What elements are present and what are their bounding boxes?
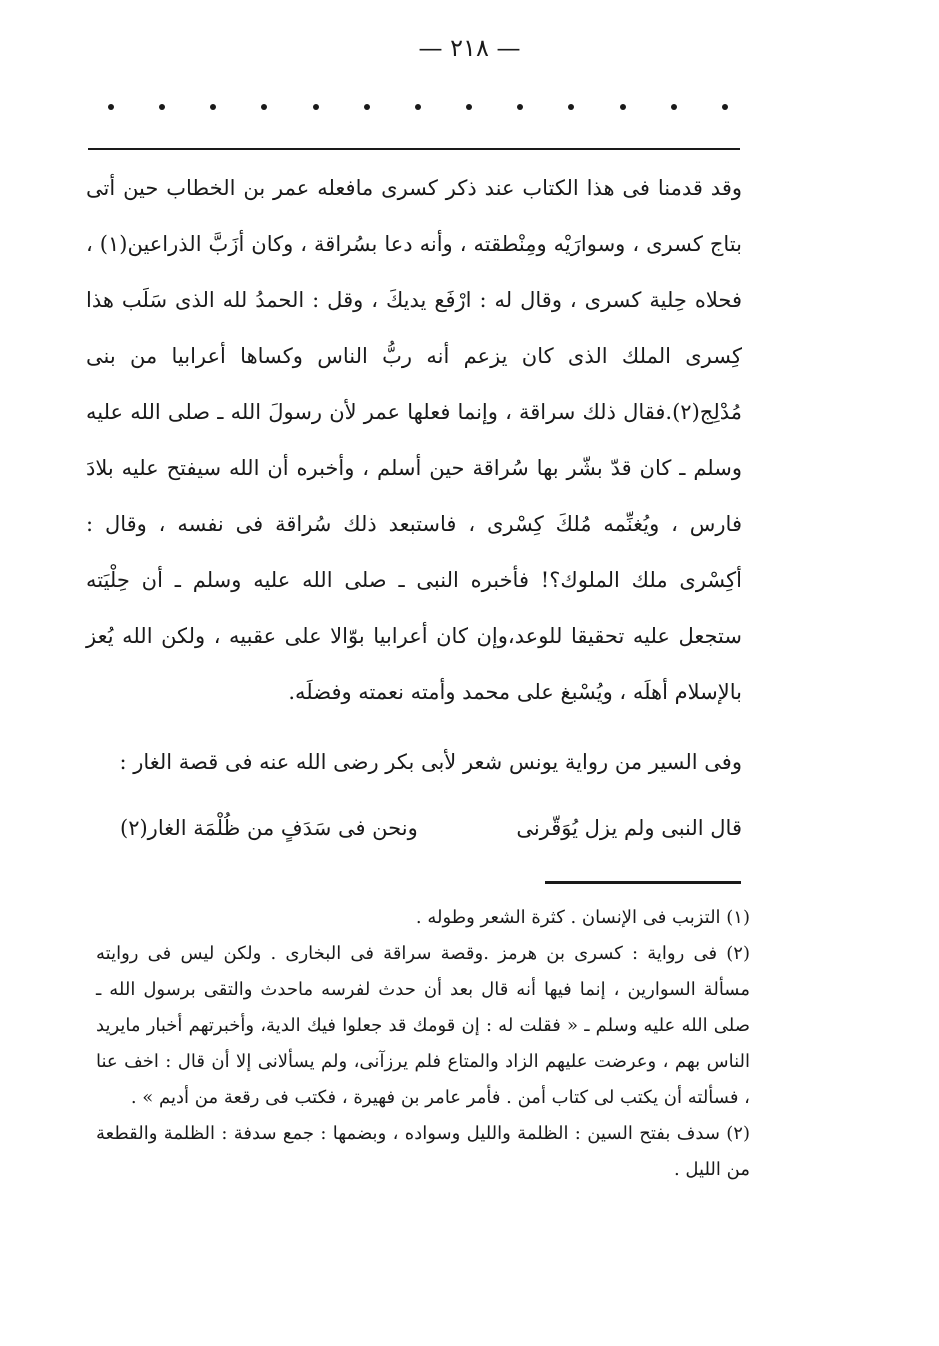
footnote-1: (١) التزبب فى الإنسان . كثرة الشعر وطوله .	[415, 907, 750, 928]
ornament-dot	[313, 104, 319, 110]
ornament-dot	[517, 104, 523, 110]
ornament-dot	[108, 104, 114, 110]
ornament-dot	[415, 104, 421, 110]
poetry-verse	[120, 800, 742, 856]
footnote-3: (٢) سدف بفتح السين : الظلمة والليل وسواده ، وبضمها : جمع سدفة : الظلمة والقطعة من الليل .	[96, 1123, 750, 1180]
main-paragraph: وقد قدمنا فى هذا الكتاب عند ذكر كسرى مافعله عمر بن الخطاب حين أتى بتاج كسرى ، وسوارَيْه ومِنْطقته ، وأنه دعا بسُراقة ، وكان أزَبَّ الذراعين(١) ، فحلاه حِلية كسرى ، وقال له : ارْفَع يديكَ ، وقل : الحمدُ لله الذى سَلَب هذا كِسرى الملك الذى كان يزعم أنه ربُّ الناس وكساها أعرابيا من بنى مُدْلِج(٢).فقال ذلك سراقة ، وإنما فعلها عمر لأن رسولَ الله ـ صلى الله عليه وسلم ـ كان قدّ بشّر بها سُراقة حين أسلم ، وأخبره أن الله سيفتح عليه بلادَ فارس ، ويُغنِّمه مُلكَ كِسْرى ، فاستبعد ذلك سُراقة فى نفسه ، وقال : أكِسْرى ملك الملوك؟! فأخبره النبى ـ صلى الله عليه وسلم ـ أن حِلْيَته ستجعل عليه تحقيقا للوعد،وإن كان أعرابيا بوّالا على عقبيه ، ولكن الله يُعز بالإسلام أهلَه ، ويُسْبغ على محمد وأمته نعمته وفضلَه.	[86, 176, 742, 704]
ornament-dot	[722, 104, 728, 110]
ornament-dot	[261, 104, 267, 110]
ornament-dot	[364, 104, 370, 110]
ornament-dot	[210, 104, 216, 110]
ornament-dot	[159, 104, 165, 110]
verse-second-hemistich: ونحن فى سَدَفٍ من ظُلْمَة الغار(٢)	[120, 816, 418, 840]
verse-first-hemistich: قال النبى ولم يزل يُوَقّرنى	[516, 816, 742, 840]
footnote-2: (٢) فى رواية : كسرى بن هرمز .وقصة سراقة فى البخارى . ولكن ليس فى روايته مسألة السوارين ، إنما فيها أنه قال بعد أن حدث لفرسه ماحدث والتقى برسول الله ـ صلى الله عليه وسلم ـ « فقلت له : إن قومك قد جعلوا فيك الدية، وأخبرتهم أخبار مايريد الناس بهم ، وعرضت عليهم الزاد والمتاع فلم يرزآنى، ولم يسألانى إلا أن قال : اخف عنا ، فسألته أن يكتب لى كتاب أمن . فأمر عامر بن فهيرة ، فكتب فى رقعة من أديم » .	[96, 943, 750, 1108]
ornament-dot	[568, 104, 574, 110]
ornament-dot	[671, 104, 677, 110]
ornament-dot	[620, 104, 626, 110]
footnotes	[96, 900, 750, 1188]
header-dots-ornament	[108, 104, 728, 110]
ornament-dot	[466, 104, 472, 110]
main-body	[86, 160, 742, 720]
page-number: — ٢١٨ —	[418, 34, 521, 62]
header-rule	[88, 148, 740, 150]
second-paragraph: وفى السير من رواية يونس شعر لأبى بكر رضى الله عنه فى قصة الغار :	[119, 750, 742, 774]
footnote-separator	[545, 881, 741, 884]
